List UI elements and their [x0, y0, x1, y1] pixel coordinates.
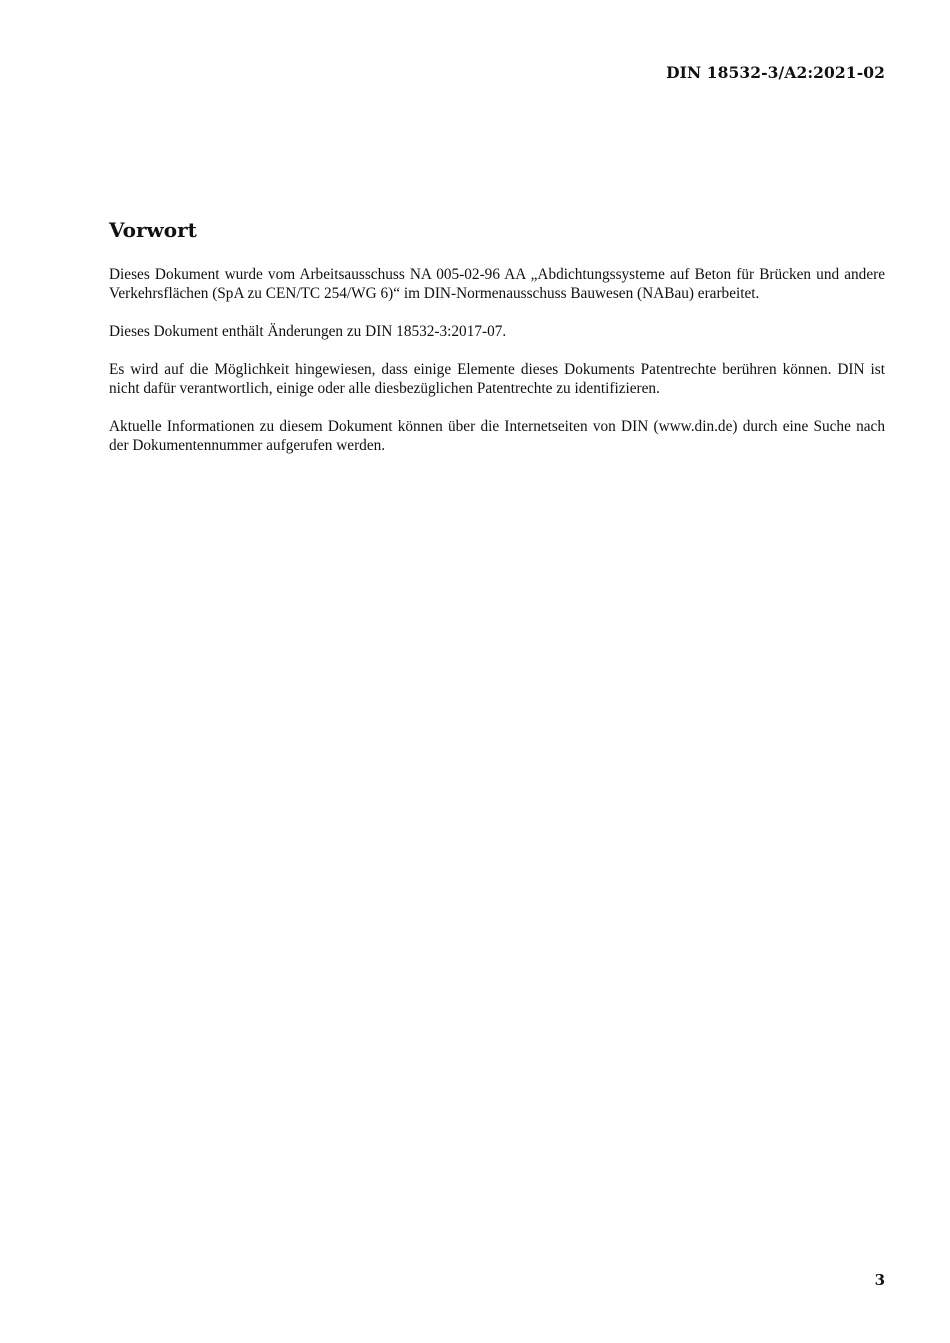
section-body: [109, 265, 885, 474]
paragraph-committee: Dieses Dokument wurde vom Arbeitsausschuss NA 005-02-96 AA „Abdichtungssysteme auf Beton für Brücken und andere Verkehrsflächen (SpA zu CEN/TC 254/WG 6)“ im DIN-Normenausschuss Bauwesen (NABau) erarbeitet.: [109, 266, 885, 302]
paragraph-changes: Dieses Dokument enthält Änderungen zu DIN 18532-3:2017-07.: [109, 323, 507, 340]
paragraph-current-info: Aktuelle Informationen zu diesem Dokument können über die Internetseiten von DIN (www.din.de) durch eine Suche nach der Dokumentennummer aufgerufen werden.: [109, 418, 885, 454]
section-title: Vorwort: [109, 218, 197, 242]
paragraph-patent-notice: Es wird auf die Möglichkeit hingewiesen, dass einige Elemente dieses Dokuments Patentrechte berühren können. DIN ist nicht dafür verantwortlich, einige oder alle diesbezüglichen Patentrechte zu identifizieren.: [109, 361, 885, 397]
document-identifier: DIN 18532-3/A2:2021-02: [666, 63, 885, 82]
page-number: 3: [874, 1271, 885, 1289]
